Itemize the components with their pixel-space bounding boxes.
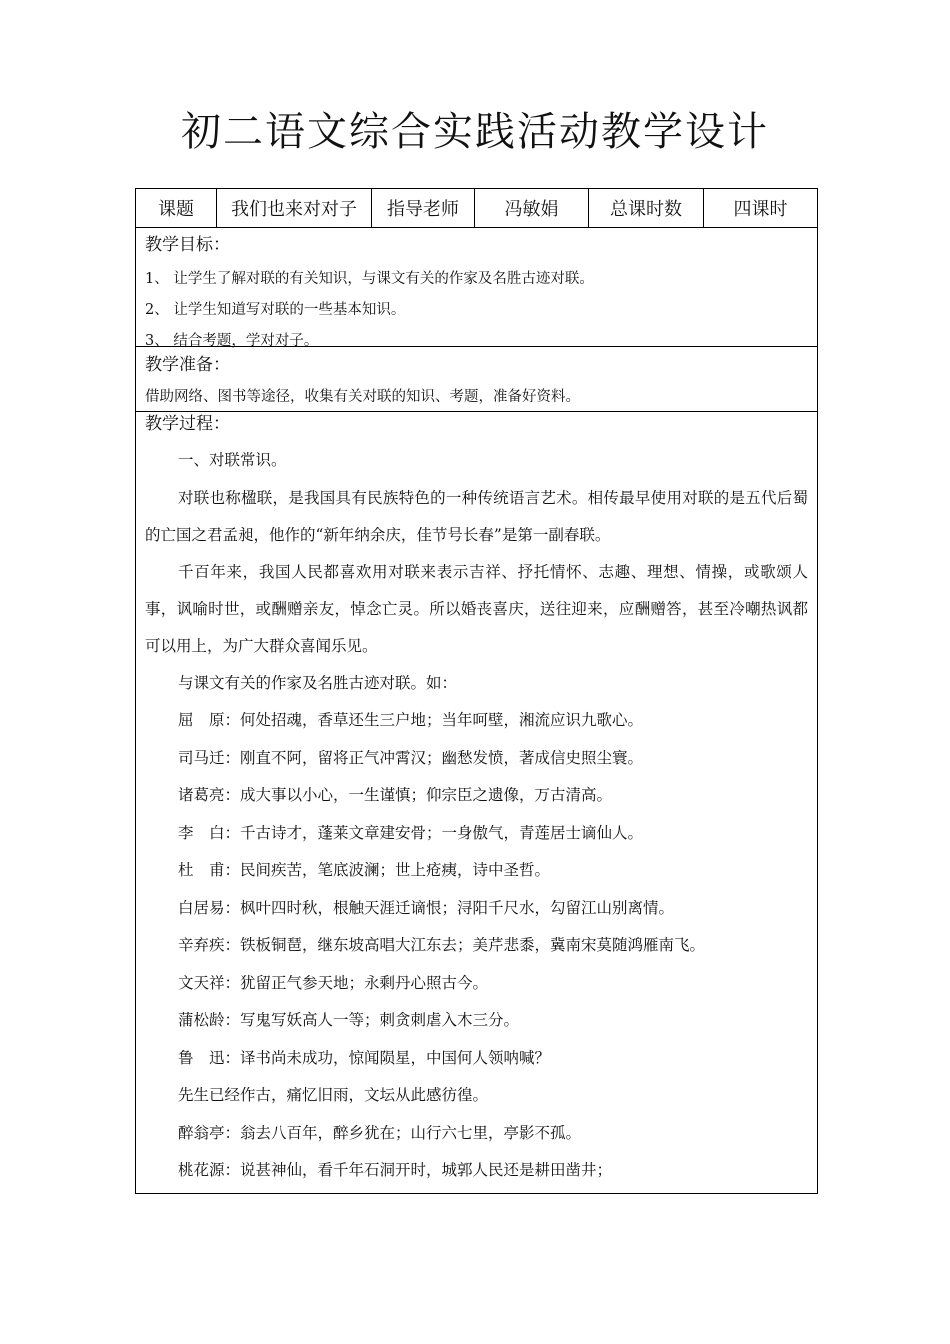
goal-item: 2、 让学生知道写对联的一些基本知识。 [145, 302, 406, 318]
goals-title: 教学目标： [145, 235, 230, 255]
hours-label: 总课时数 [589, 189, 704, 227]
section-heading: 一、对联常识。 [178, 451, 287, 469]
process-title: 教学过程： [145, 414, 230, 434]
couplet-intro: 与课文有关的作家及名胜古迹对联。如： [178, 673, 458, 692]
couplet-line: 文天祥：犹留正气参天地；永剩丹心照古今。 [178, 973, 489, 992]
couplet-line: 司马迁：刚直不阿，留将正气冲霄汉；幽愁发愤，著成信史照尘寰。 [178, 748, 644, 767]
goal-item: 1、 让学生了解对联的有关知识，与课文有关的作家及名胜古迹对联。 [145, 271, 594, 287]
goal-item: 3、 结合考题，学对对子。 [145, 333, 319, 349]
prep-title: 教学准备： [145, 355, 230, 375]
paragraph: 对联也称楹联，是我国具有民族特色的一种传统语言艺术。相传最早使用对联的是五代后蜀的亡国之君孟昶，他作的“新年纳余庆，佳节号长春”是第一副春联。 [145, 488, 808, 544]
prep-text: 借助网络、图书等途径，收集有关对联的知识、考题，准备好资料。 [145, 389, 580, 405]
couplet-line: 桃花源：说甚神仙，看千年石洞开时，城郭人民还是耕田凿井； [178, 1161, 613, 1179]
lesson-plan-table [135, 188, 818, 1194]
prep-section [136, 347, 817, 412]
couplet-line: 李 白：千古诗才，蓬莱文章建安骨；一身傲气，青莲居士谪仙人。 [178, 823, 644, 842]
header-row [136, 189, 817, 228]
document-title: 初二语文综合实践活动教学设计 [181, 109, 769, 155]
couplet-line: 先生已经作古，痛忆旧雨，文坛从此感彷徨。 [178, 1086, 489, 1104]
teacher-value: 冯敏娟 [475, 189, 589, 227]
hours-value: 四课时 [733, 199, 788, 220]
couplet-line: 白居易：枫叶四时秋，根触天涯迁谪恨；浔阳千尺水，勾留江山别离情。 [178, 898, 675, 917]
couplet-line: 杜 甫：民间疾苦，笔底波澜；世上疮痍，诗中圣哲。 [178, 861, 551, 879]
teacher-label: 指导老师 [372, 189, 475, 227]
couplet-line: 诸葛亮：成大事以小心，一生谨慎；仰宗臣之遗像，万古清高。 [178, 786, 613, 804]
paragraph: 千百年来，我国人民都喜欢用对联来表示吉祥、抒托情怀、志趣、理想、情操，或歌颂人事，讽喻时世，或酬赠亲友，悼念亡灵。所以婚丧喜庆，送往迎来，应酬赠答，甚至冷嘲热讽都可以用上，为广大群众喜闻乐见。 [145, 562, 808, 655]
goals-section [136, 228, 817, 347]
couplet-line: 蒲松龄：写鬼写妖高人一等；刺贪刺虐入木三分。 [178, 1011, 520, 1029]
couplet-line: 屈 原：何处招魂，香草还生三户地；当年呵壁，湘流应识九歌心。 [178, 711, 644, 729]
course-label: 课题 [136, 189, 217, 227]
course-value: 我们也来对对子 [217, 189, 372, 227]
couplet-line: 醉翁亭：翁去八百年，醉乡犹在；山行六七里，亭影不孤。 [178, 1123, 582, 1142]
process-section [136, 412, 817, 1193]
couplet-line: 鲁 迅：译书尚未成功，惊闻陨星，中国何人领呐喊？ [178, 1048, 551, 1067]
couplet-line: 辛弃疾：铁板铜琶，继东坡高唱大江东去；美芹悲黍，冀南宋莫随鸿雁南飞。 [178, 936, 706, 954]
